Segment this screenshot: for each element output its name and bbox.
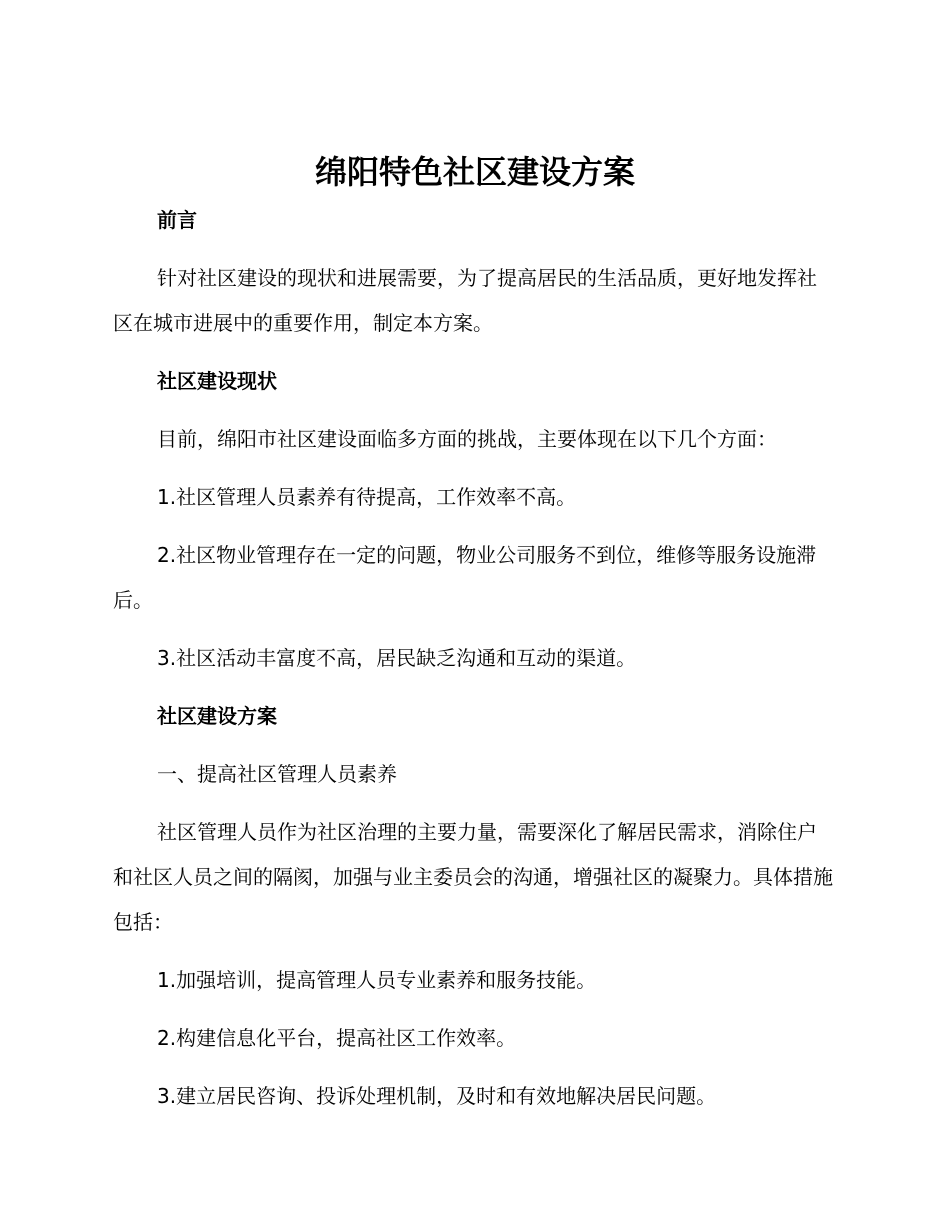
list-item-plan-2: 2.构建信息化平台，提高社区工作效率。 bbox=[157, 1026, 517, 1050]
paragraph-plan-1: 社区管理人员作为社区治理的主要力量，需要深化了解居民需求，消除住户和社区人员之间的隔阂，加强与业主委员会的沟通，增强社区的凝聚力。具体措施包括： bbox=[113, 820, 833, 934]
document-title: 绵阳特色社区建设方案 bbox=[314, 153, 635, 191]
paragraph-preface: 针对社区建设的现状和进展需要，为了提高居民的生活品质，更好地发挥社区在城市进展中的重要作用，制定本方案。 bbox=[113, 266, 817, 335]
list-item-plan-3: 3.建立居民咨询、投诉处理机制，及时和有效地解决居民问题。 bbox=[157, 1084, 717, 1108]
section-heading-status: 社区建设现状 bbox=[157, 369, 277, 393]
subheading-plan-1: 一、提高社区管理人员素养 bbox=[157, 762, 397, 786]
section-heading-plan: 社区建设方案 bbox=[157, 704, 277, 728]
list-item-status-2: 2.社区物业管理存在一定的问题，物业公司服务不到位，维修等服务设施滞后。 bbox=[113, 543, 817, 612]
document-body bbox=[113, 198, 835, 1132]
paragraph-status-intro: 目前，绵阳市社区建设面临多方面的挑战，主要体现在以下几个方面： bbox=[157, 427, 777, 451]
list-item-status-1: 1.社区管理人员素养有待提高，工作效率不高。 bbox=[157, 485, 577, 509]
list-item-plan-1: 1.加强培训，提高管理人员专业素养和服务技能。 bbox=[157, 968, 597, 992]
section-heading-preface: 前言 bbox=[157, 208, 197, 232]
list-item-status-3: 3.社区活动丰富度不高，居民缺乏沟通和互动的渠道。 bbox=[157, 646, 637, 670]
